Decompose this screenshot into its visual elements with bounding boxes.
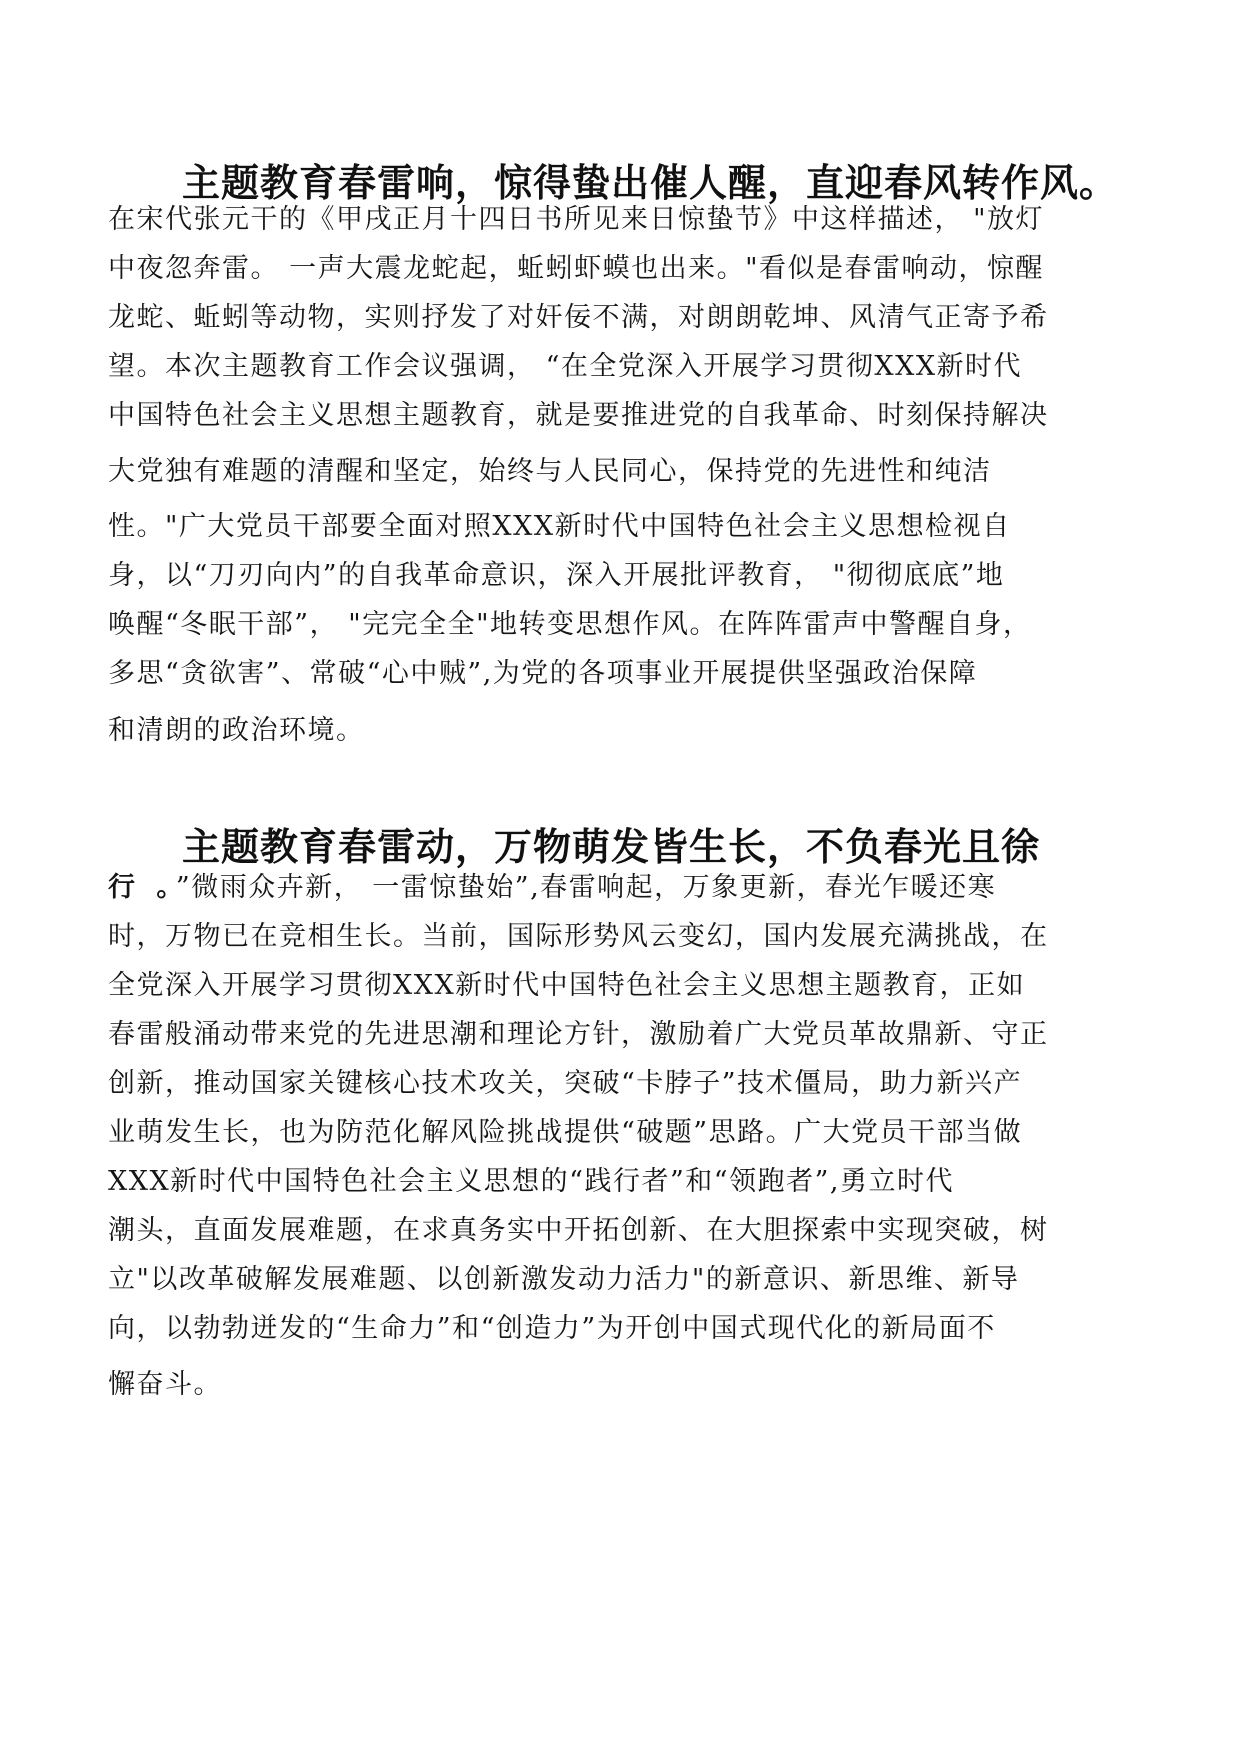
section-1-line: 龙蛇、蚯蚓等动物，实则抒发了对奸佞不满，对朗朗乾坤、风清气正寄予希 xyxy=(108,302,1049,333)
section-1-line: 大党独有难题的清醒和坚定，始终与人民同心，保持党的先进性和纯洁 xyxy=(108,456,992,487)
section-2-line: 春雷般涌动带来党的先进思潮和理论方针，激励着广大党员革故鼎新、守正 xyxy=(108,1019,1049,1050)
section-2-line: 全党深入开展学习贯彻XXX新时代中国特色社会主义思想主题教育，正如 xyxy=(108,970,1026,1001)
section-2-first-line xyxy=(108,868,996,908)
section-2-first-line-text: ”微雨众卉新， 一雷惊蛰始”,春雷响起，万象更新，春光乍暖还寒 xyxy=(175,872,997,903)
section-1-line: 中夜忽奔雷。 一声大震龙蛇起，蚯蚓虾蟆也出来。"看似是春雷响动，惊醒 xyxy=(108,253,1044,284)
section-1-line: 望。本次主题教育工作会议强调， “在全党深入开展学习贯彻XXX新时代 xyxy=(108,351,1023,382)
section-1-line: 在宋代张元干的《甲戌正月十四日书所见来日惊蛰节》中这样描述， "放灯 xyxy=(108,204,1044,235)
section-2-heading-continuation: 行 。 xyxy=(108,872,176,903)
section-2-line: 懈奋斗。 xyxy=(108,1369,222,1400)
section-1-line: 性。"广大党员干部要全面对照XXX新时代中国特色社会主义思想检视自 xyxy=(108,511,1011,542)
section-1-line: 唤醒“冬眠干部”， "完完全全"地转变思想作风。在阵阵雷声中警醒自身， xyxy=(108,609,1032,640)
section-2-line: XXX新时代中国特色社会主义思想的“践行者”和“领跑者”,勇立时代 xyxy=(108,1166,954,1197)
section-1-line: 中国特色社会主义思想主题教育，就是要推进党的自我革命、时刻保持解决 xyxy=(108,400,1049,431)
section-1-heading: 主题教育春雷响，惊得蛰出催人醒，直迎春风转作风。 xyxy=(182,160,1119,205)
section-1-line: 身，以“刀刃向内”的自我革命意识，深入开展批评教育， "彻彻底底”地 xyxy=(108,560,1005,591)
section-1-line: 多思“贪欲害”、常破“心中贼”,为党的各项事业开展提供坚强政治保障 xyxy=(108,658,978,689)
section-2-line: 潮头，直面发展难题，在求真务实中开拓创新、在大胆探索中实现突破，树 xyxy=(108,1215,1049,1246)
section-2-line: 创新，推动国家关键核心技术攻关，突破“卡脖子”技术僵局，助力新兴产 xyxy=(108,1068,1023,1099)
section-2-heading: 主题教育春雷动，万物萌发皆生长，不负春光且徐 xyxy=(182,824,1041,869)
section-1-line: 和清朗的政治环境。 xyxy=(108,715,365,746)
section-2-line: 业萌发生长，也为防范化解风险挑战提供“破题”思路。广大党员干部当做 xyxy=(108,1117,1023,1148)
section-2-line: 立"以改革破解发展难题、以创新激发动力活力"的新意识、新思维、新导 xyxy=(108,1264,1020,1295)
section-2-line: 时，万物已在竞相生长。当前，国际形势风云变幻，国内发展充满挑战，在 xyxy=(108,921,1049,952)
section-2-line: 向，以勃勃迸发的“生命力”和“创造力”为开创中国式现代化的新局面不 xyxy=(108,1313,996,1344)
